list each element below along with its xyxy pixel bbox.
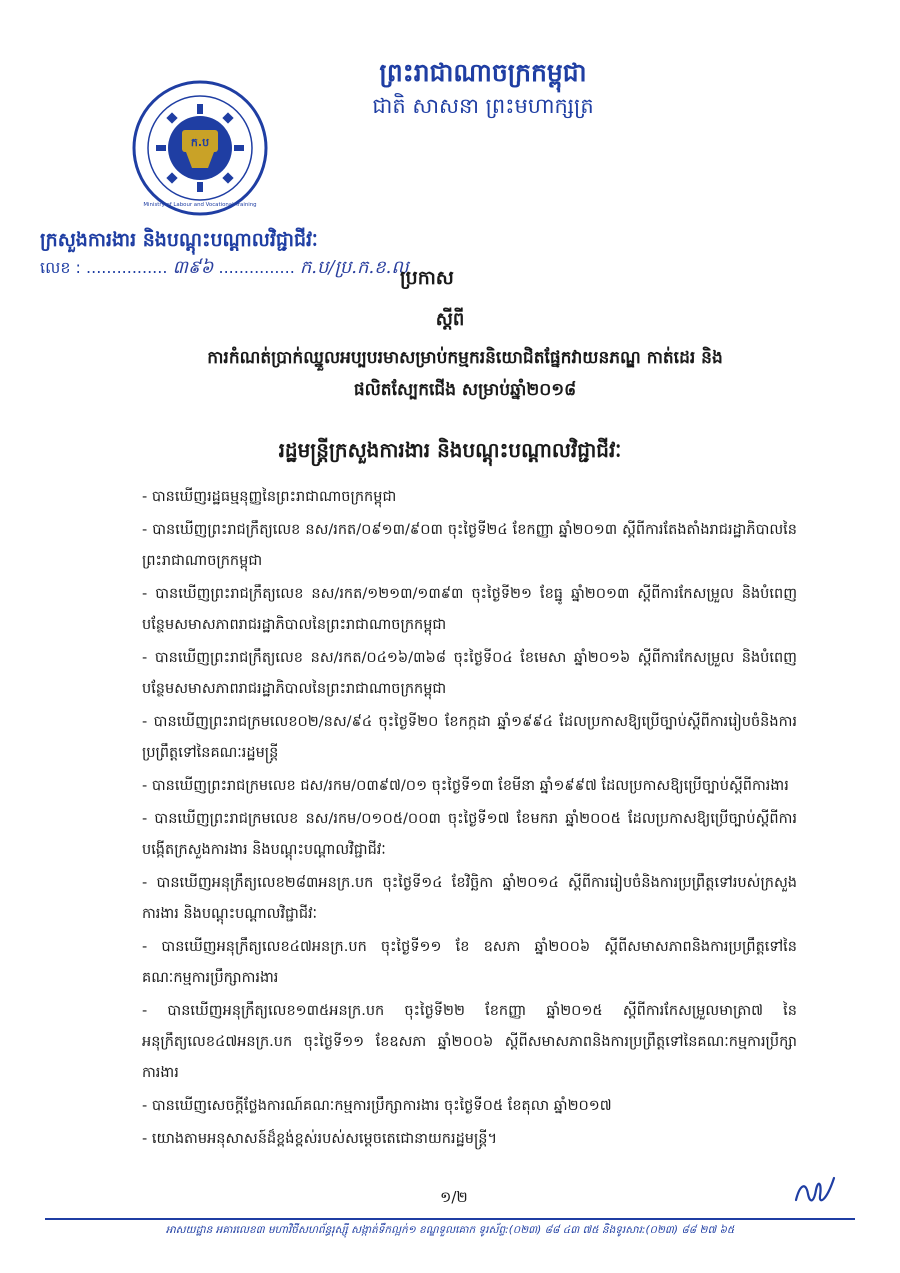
citation-list: [142, 482, 797, 1157]
ministry-logo-icon: [130, 78, 270, 218]
logo-abbreviation: ក.ប: [190, 136, 210, 149]
list-item: - បានឃើញអនុក្រឹត្យលេខ៤៧អនក្រ.បក ចុះថ្ងៃទី១១ ខែ ឧសភា ឆ្នាំ២០០៦ ស្តីពីសមាសភាពនិងការប្រព្រឹត្តទៅនៃគណៈកម្មការប្រឹក្សាការងារ: [142, 939, 797, 986]
list-item: - បានឃើញព្រះរាជក្រមលេខ ជស/រកម/០៣៩៧/០១ ចុះថ្ងៃទី១៣ ខែមីនា ឆ្នាំ១៩៩៧ ដែលប្រកាសឱ្យប្រើច្បាប់ស្តីពីការងារ: [142, 778, 789, 794]
list-item: - បានឃើញអនុក្រឹត្យលេខ២៨៣អនក្រ.បក ចុះថ្ងៃទី១៤ ខែវិច្ឆិកា ឆ្នាំ២០១៤ ស្តីពីការរៀបចំនិងការប្រព្រឹត្តទៅរបស់ក្រសួងការងារ និងបណ្តុះបណ្តាលវិជ្ជាជីវៈ: [142, 875, 797, 922]
kingdom-title: ព្រះរាជាណាចក្រកម្ពុជា: [379, 58, 587, 87]
document-type: ប្រកាស: [400, 267, 454, 289]
reference-dots-1: ................: [86, 258, 168, 277]
reference-line: [40, 255, 408, 282]
list-item: - យោងតាមអនុសាសន៍ដ៏ខ្ពង់ខ្ពស់របស់សម្តេចតេជោនាយករដ្ឋមន្ត្រី។: [142, 1131, 498, 1147]
list-item: - បានឃើញសេចក្តីថ្លែងការណ៍គណៈកម្មការប្រឹក្សាការងារ ចុះថ្ងៃទី០៥ ខែតុលា ឆ្នាំ២០១៧: [142, 1098, 612, 1114]
kingdom-motto: ជាតិ សាសនា ព្រះមហាក្សត្រ: [372, 94, 594, 118]
list-item: - បានឃើញព្រះរាជក្រឹត្យលេខ នស/រកត/១២១៣/១៣៩៣ ចុះថ្ងៃទី២១ ខែធ្នូ ឆ្នាំ២០១៣ ស្តីពីការកែសម្រួល និងបំពេញបន្ថែមសមាសភាពរាជរដ្ឋាភិបាលនៃព្រះរាជាណាចក្រកម្ពុជា: [142, 586, 797, 633]
list-item: - បានឃើញព្រះរាជក្រមលេខ០២/នស/៩៤ ចុះថ្ងៃទី២០ ខែកក្កដា ឆ្នាំ១៩៩៤ ដែលប្រកាសឱ្យប្រើច្បាប់ស្តីពីការរៀបចំនិងការប្រព្រឹត្តទៅនៃគណៈរដ្ឋមន្ត្រី: [142, 714, 797, 761]
footer-divider: [45, 1218, 855, 1220]
list-item: - បានឃើញព្រះរាជក្រឹត្យលេខ នស/រកត/០៤១៦/៣៦៨ ចុះថ្ងៃទី០៤ ខែមេសា ឆ្នាំ២០១៦ ស្តីពីការកែសម្រួល និងបំពេញបន្ថែមសមាសភាពរាជរដ្ឋាភិបាលនៃព្រះរាជាណាចក្រកម្ពុជា: [142, 650, 797, 697]
subject-line-2: ផលិតស្បែកជើង សម្រាប់ឆ្នាំ២០១៨: [353, 380, 577, 400]
reference-number: ៣៩៦: [172, 257, 214, 278]
reference-dots-2: ...............: [218, 258, 295, 277]
minister-title: រដ្ឋមន្ត្រីក្រសួងការងារ និងបណ្តុះបណ្តាលវិជ្ជាជីវៈ: [278, 438, 622, 462]
list-item: - បានឃើញព្រះរាជក្រឹត្យលេខ នស/រកត/០៩១៣/៩០៣ ចុះថ្ងៃទី២៤ ខែកញ្ញា ឆ្នាំ២០១៣ ស្តីពីការតែងតាំងរាជរដ្ឋាភិបាលនៃព្រះរាជាណាចក្រកម្ពុជា: [142, 522, 797, 569]
document-subject: [95, 342, 835, 406]
kingdom-header: [318, 56, 648, 122]
reference-suffix: ក.ប/ប្រ.ក.ខ.ល: [299, 257, 409, 278]
list-item: - បានឃើញរដ្ឋធម្មនុញ្ញនៃព្រះរាជាណាចក្រកម្ពុជា: [142, 489, 397, 505]
logo-ring-text: Ministry of Labour and Vocational Training: [143, 202, 257, 208]
footer-address: អាសយដ្ឋាន អគារលេខ៣ មហាវិថីសហព័ន្ធរុស្ស៊ី សង្កាត់ទឹកល្អក់១ ខណ្ឌទួលគោក ទូរស័ព្ទ:(០២៣) ៨៨ ៤៣ ៧៥ និងទូរសារ:(០២៣) ៨៨ ២៧ ៦៥: [165, 1224, 735, 1236]
initials-signature-icon: [790, 1172, 840, 1212]
list-item: - បានឃើញព្រះរាជក្រមលេខ នស/រកម/០១០៥/០០៣ ចុះថ្ងៃទី១៧ ខែមករា ឆ្នាំ២០០៥ ដែលប្រកាសឱ្យប្រើច្បាប់ស្តីពីការបង្កើតក្រសួងការងារ និងបណ្តុះបណ្តាលវិជ្ជាជីវៈ: [142, 811, 797, 858]
reference-prefix: លេខ :: [40, 258, 81, 277]
document-about: ស្តីពី: [435, 309, 465, 330]
subject-line-1: ការកំណត់ប្រាក់ឈ្នួលអប្បបរមាសម្រាប់កម្មករនិយោជិតផ្នែកវាយនភណ្ឌ កាត់ដេរ និង: [207, 348, 723, 368]
list-item: - បានឃើញអនុក្រឹត្យលេខ១៣៥អនក្រ.បក ចុះថ្ងៃទី២២ ខែកញ្ញា ឆ្នាំ២០១៥ ស្តីពីការកែសម្រួលមាត្រា៧ នៃអនុក្រឹត្យលេខ៤៧អនក្រ.បក ចុះថ្ងៃទី១១ ខែឧសភា ឆ្នាំ២០០៦ ស្តីពីសមាសភាពនិងការប្រព្រឹត្តទៅនៃគណៈកម្មការប្រឹក្សាការងារ: [142, 1003, 797, 1081]
ministry-name: ក្រសួងការងារ និងបណ្តុះបណ្តាលវិជ្ជាជីវៈ: [40, 229, 318, 251]
page-number: ១/២: [440, 1188, 468, 1206]
